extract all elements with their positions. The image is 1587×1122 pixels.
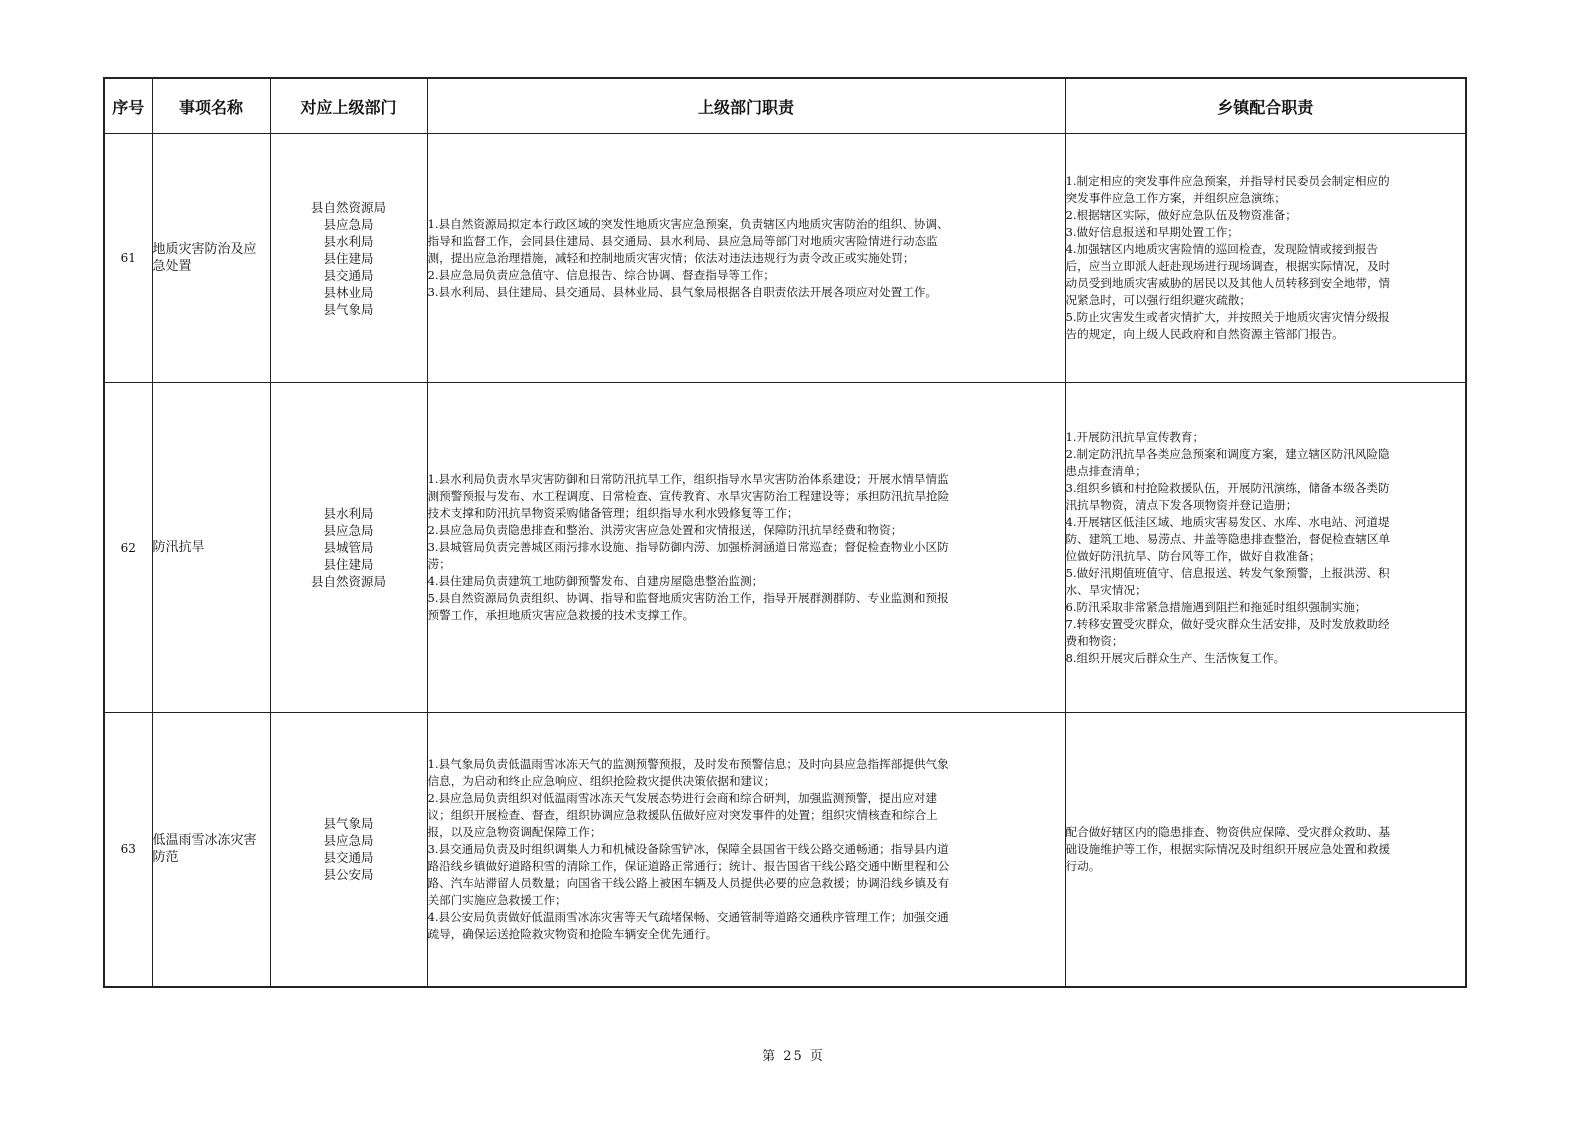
text-line: 防汛抗旱	[152, 540, 205, 555]
text-line: 1.县自然资源局拟定本行政区域的突发性地质灾害应急预案，负责辖区内地质灾害防治的组织、协调、	[427, 216, 949, 231]
text-line: 4.开展辖区低洼区域、地质灾害易发区、水库、水电站、河道堤	[1065, 514, 1390, 529]
text-line: 县交通局	[323, 850, 374, 866]
text-line: 础设施维护等工作，根据实际情况及时组织开展应急处置和救援	[1065, 841, 1391, 856]
text-line: 技术支撑和防汛抗旱物资采购储备管理；组织指导水利水毁修复等工作；	[427, 506, 799, 520]
text-line: 县水利局	[323, 506, 374, 521]
text-line: 县自然资源局	[310, 199, 386, 215]
table-row	[104, 713, 1466, 987]
text-line: 8.组织开展灾后群众生产、生活恢复工作。	[1065, 650, 1286, 665]
department-list	[270, 383, 427, 713]
text-line: 议；组织开展检查、督查，组织协调应急救援队伍做好应对突发事件的处置；组织灾情核查和综合上	[427, 807, 938, 822]
text-line: 2.根据辖区实际，做好应急队伍及物资准备；	[1065, 208, 1297, 222]
item-name	[152, 134, 270, 383]
text-line: 突发事件应急工作方案，并组织应急演练；	[1065, 191, 1286, 205]
text-line: 防范	[152, 850, 179, 866]
text-line: 急处置	[152, 259, 192, 274]
text-line: 1.县气象局负责低温雨雪冰冻天气的监测预警预报，及时发布预警信息；及时向县应急指挥部提供气象	[427, 756, 949, 771]
text-line: 况紧急时，可以强行组织避灾疏散；	[1065, 293, 1252, 307]
text-line: 配合做好辖区内的隐患排查、物资供应保障、受灾群众救助、基	[1065, 824, 1391, 839]
text-line: 县气象局	[323, 816, 374, 832]
text-line: 行动。	[1065, 858, 1101, 873]
text-line: 7.转移安置受灾群众，做好受灾群众生活安排，及时发放救助经	[1065, 616, 1390, 631]
upper-duties	[427, 383, 1065, 713]
table-row	[104, 134, 1466, 383]
text-line: 1.制定相应的突发事件应急预案，并指导村民委员会制定相应的	[1065, 174, 1390, 188]
text-line: 涝；	[427, 557, 451, 571]
text-line: 路、汽车站滞留人员数量；向国省干线公路上被困车辆及人员提供必要的应急救援；协调沿线乡镇及有	[427, 875, 950, 890]
text-line: 2.县应急局负责隐患排查和整治、洪涝灾害应急处置和灾情报送，保障防汛抗旱经费和物资；	[427, 523, 903, 537]
row-number: 61	[104, 134, 152, 383]
text-line: 汛抗旱物资，清点下发各项物资并登记造册；	[1065, 497, 1298, 512]
text-line: 位做好防汛抗旱、防台风等工作，做好自救准备；	[1065, 548, 1321, 563]
row-number: 63	[104, 713, 152, 987]
text-line: 低温雨雪冰冻灾害	[152, 833, 257, 849]
text-line: 测，提出应急治理措施，减轻和控制地质灾害灾情；依法对违法违规行为责令改正或实施处罚；	[427, 250, 915, 265]
town-duties	[1065, 134, 1466, 383]
text-line: 2.制定防汛抗旱各类应急预案和调度方案，建立辖区防汛风险隐	[1065, 446, 1390, 461]
item-name	[152, 713, 270, 987]
upper-duties	[427, 713, 1065, 987]
text-line: 3.做好信息报送和早期处置工作；	[1065, 225, 1239, 239]
text-line: 县应急局	[323, 216, 374, 232]
table-row	[104, 383, 1466, 713]
text-line: 测预警预报与发布、水工程调度、日常检查、宣传教育、水旱灾害防治工程建设等；承担防汛抗旱抢险	[427, 489, 950, 503]
table-header-row	[104, 78, 1466, 134]
text-line: 县应急局	[323, 833, 374, 849]
text-line: 后，应当立即派人赶赴现场进行现场调查，根据实际情况，及时	[1065, 259, 1391, 273]
text-line: 2.县应急局负责应急值守、信息报告、综合协调、督查指导等工作；	[427, 267, 775, 282]
text-line: 1.开展防汛抗旱宣传教育；	[1065, 429, 1205, 444]
responsibility-table	[103, 77, 1467, 988]
text-line: 4.县公安局负责做好低温雨雪冰冻灾害等天气疏堵保畅、交通管制等道路交通秩序管理工作；加强交通	[427, 909, 949, 924]
text-line: 县气象局	[323, 301, 374, 317]
text-line: 县自然资源局	[310, 574, 386, 589]
text-line: 告的规定，向上级人民政府和自然资源主管部门报告。	[1065, 327, 1344, 341]
text-line: 费和物资；	[1065, 633, 1124, 648]
text-line: 县住建局	[323, 557, 374, 572]
text-line: 3.县城管局负责完善城区雨污排水设施、指导防御内涝、加强桥洞涵道日常巡查；督促检查物业小区防	[427, 540, 949, 554]
text-line: 患点排查清单；	[1065, 463, 1147, 478]
text-line: 县交通局	[323, 267, 374, 283]
department-list	[270, 134, 427, 383]
text-line: 1.县水利局负责水旱灾害防御和日常防汛抗旱工作，组织指导水旱灾害防治体系建设；开展水情旱情监	[427, 472, 949, 486]
row-number: 62	[104, 383, 152, 713]
header-no: 序号	[104, 78, 152, 134]
text-line: 县林业局	[323, 284, 374, 300]
text-line: 县住建局	[323, 250, 374, 266]
text-line: 4.加强辖区内地质灾害险情的巡回检查，发现险情或接到报告	[1065, 242, 1379, 256]
header-upper-dept: 对应上级部门	[270, 78, 427, 134]
town-duties	[1065, 383, 1466, 713]
text-line: 3.组织乡镇和村抢险救援队伍，开展防汛演练，储备本级各类防	[1065, 480, 1390, 495]
text-line: 动员受到地质灾害威胁的居民以及其他人员转移到安全地带，情	[1065, 276, 1391, 290]
department-list	[270, 713, 427, 987]
text-line: 地质灾害防治及应	[152, 242, 257, 257]
text-line: 疏导，确保运送抢险救灾物资和抢险车辆安全优先通行。	[427, 926, 718, 941]
town-duties	[1065, 713, 1466, 987]
text-line: 县公安局	[323, 867, 374, 883]
text-line: 信息，为启动和终止应急响应、组织抢险救灾提供决策依据和建议；	[427, 773, 776, 788]
header-upper-duties: 上级部门职责	[427, 78, 1065, 134]
text-line: 路沿线乡镇做好道路积雪的清除工作，保证道路正常通行；统计、报告国省干线公路交通中断里程和公	[427, 858, 950, 873]
text-line: 5.防止灾害发生或者灾情扩大，并按照关于地质灾害灾情分级报	[1065, 310, 1390, 324]
text-line: 预警工作，承担地质灾害应急救援的技术支撑工作。	[427, 608, 695, 622]
text-line: 3.县交通局负责及时组织调集人力和机械设备除雪铲冰，保障全县国省干线公路交通畅通；指导县内道	[427, 841, 949, 856]
text-line: 县城管局	[323, 540, 374, 555]
upper-duties	[427, 134, 1065, 383]
header-item-name: 事项名称	[152, 78, 270, 134]
text-line: 3.县水利局、县住建局、县交通局、县林业局、县气象局根据各自职责依法开展各项应对处置工作。	[427, 284, 938, 299]
text-line: 水、旱灾情况；	[1065, 582, 1147, 597]
text-line: 5.做好汛期值班值守、信息报送、转发气象预警，上报洪涝、积	[1065, 565, 1390, 580]
item-name	[152, 383, 270, 713]
text-line: 县应急局	[323, 523, 374, 538]
page-number: 第 25 页	[762, 1049, 825, 1064]
text-line: 县水利局	[323, 233, 374, 249]
text-line: 6.防汛采取非常紧急措施遇到阻拦和拖延时组织强制实施；	[1065, 599, 1367, 614]
text-line: 2.县应急局负责组织对低温雨雪冰冻天气发展态势进行会商和综合研判，加强监测预警，提出应对建	[427, 790, 938, 805]
header-town-duties: 乡镇配合职责	[1065, 78, 1466, 134]
text-line: 报，以及应急物资调配保障工作；	[427, 824, 602, 839]
text-line: 5.县自然资源局负责组织、协调、指导和监督地质灾害防治工作，指导开展群测群防、专业监测和预报	[427, 591, 949, 605]
text-line: 关部门实施应急救援工作；	[427, 892, 567, 907]
text-line: 防、建筑工地、易涝点、井盖等隐患排查整治，督促检查辖区单	[1065, 531, 1391, 546]
text-line: 4.县住建局负责建筑工地防御预警发布、自建房屋隐患整治监测；	[427, 574, 764, 588]
text-line: 指导和监督工作，会同县住建局、县交通局、县水利局、县应急局等部门对地质灾害险情进行动态监	[427, 233, 938, 248]
